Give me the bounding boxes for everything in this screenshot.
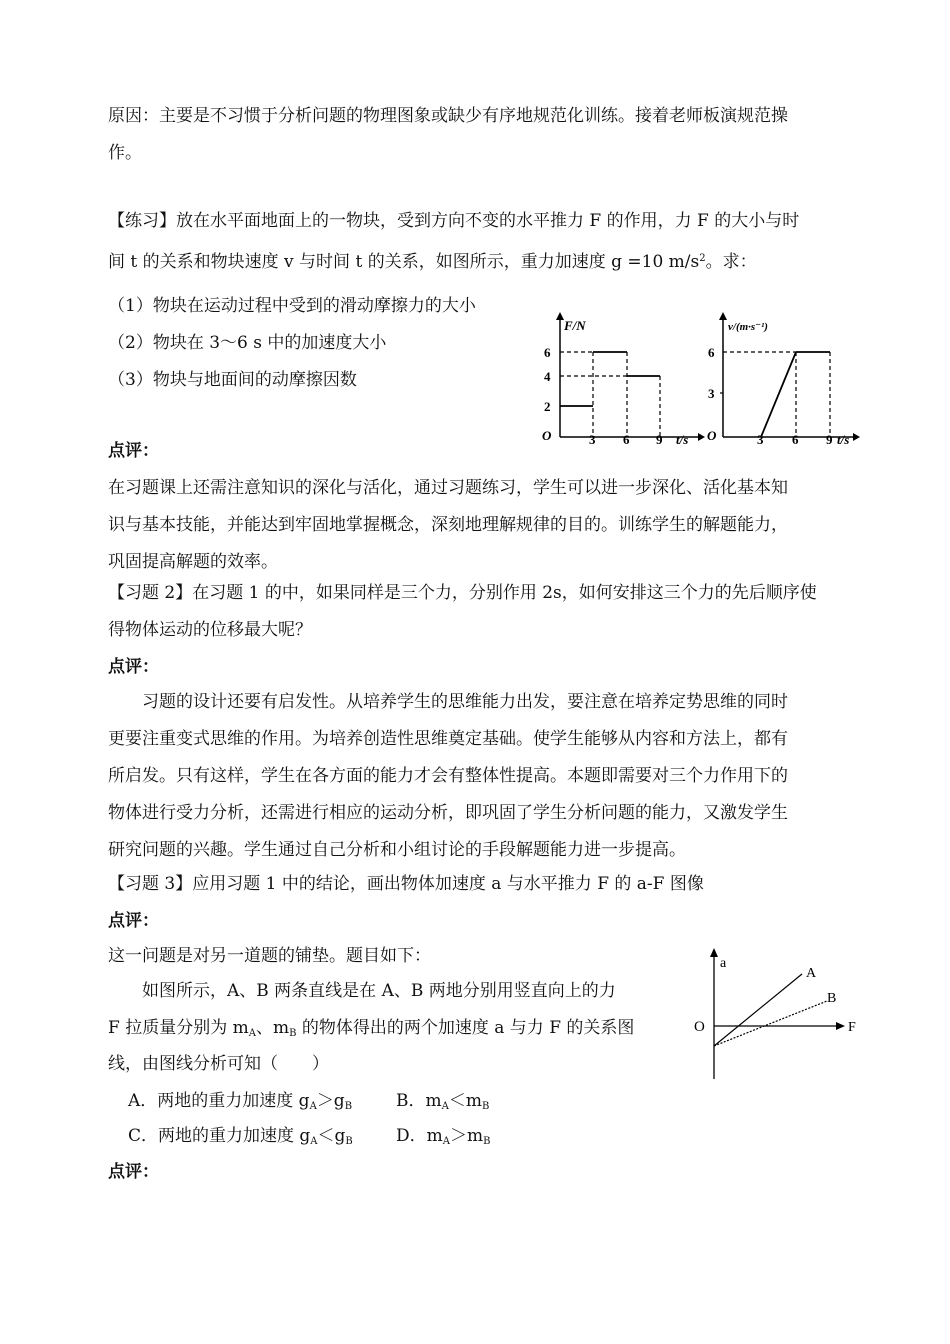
- comment-3-line-3-sub-b: B: [289, 1028, 297, 1039]
- af-chart-x-label: F: [848, 1020, 856, 1035]
- comment-1-line-2: 识与基本技能，并能达到牢固地掌握概念，深刻地理解规律的目的。训练学生的解题能力，: [108, 515, 788, 535]
- comment-2-line-3: 所启发。只有这样，学生在各方面的能力才会有整体性提高。本题即需要对三个力作用下的: [108, 766, 788, 786]
- option-b-mid: ＜m: [448, 1091, 482, 1111]
- af-line-a-label: A: [806, 966, 817, 981]
- option-d-mid: ＞m: [449, 1126, 484, 1146]
- af-chart-y-arrow: [710, 948, 718, 957]
- option-c: [128, 1118, 353, 1160]
- comment-label-2: 点评：: [108, 657, 159, 677]
- comment-3-line-3-c: 的物体得出的两个加速度 a 与力 F 的关系图: [296, 1018, 635, 1038]
- option-b-sub-1: A: [441, 1101, 449, 1112]
- option-a-mid: ＞g: [316, 1091, 345, 1111]
- practice-line-2-sup: 2: [699, 253, 706, 264]
- af-chart-x-arrow: [836, 1022, 845, 1030]
- acceleration-force-chart: [690, 945, 865, 1083]
- velocity-tick-t6: 6: [792, 432, 799, 447]
- comment-3-line-1: 这一问题是对另一道题的铺垫。题目如下：: [108, 946, 431, 966]
- option-c-sub-1: A: [310, 1136, 318, 1147]
- exercise-2-line-2: 得物体运动的位移最大呢？: [108, 620, 312, 640]
- force-chart-y-label: F/N: [564, 318, 586, 333]
- force-tick-6: 6: [544, 345, 551, 360]
- velocity-tick-t3: 3: [757, 432, 764, 447]
- practice-line-2: 间 t 的关系和物块速度 v 与时间 t 的关系，如图所示，重力加速度 g =10 m/s: [108, 252, 700, 272]
- option-d: [396, 1118, 490, 1160]
- velocity-time-chart: [703, 312, 863, 450]
- velocity-chart-y-label: v/(m·s⁻¹): [728, 321, 768, 333]
- force-origin-label: O: [542, 428, 552, 443]
- practice-title: 【练习】: [108, 211, 176, 231]
- comment-2-line-2: 更要注重变式思维的作用。为培养创造性思维奠定基础。使学生能够从内容和方法上，都有: [108, 729, 788, 749]
- velocity-chart-x-arrow: [853, 433, 860, 441]
- af-origin-label: O: [694, 1019, 705, 1035]
- velocity-origin-label: O: [707, 428, 717, 443]
- comment-3-line-3-sub-a: A: [248, 1028, 256, 1039]
- velocity-tick-t9: 9: [826, 432, 833, 447]
- comment-3-line-3-b: 、m: [255, 1018, 290, 1038]
- option-d-sub-2: B: [483, 1136, 491, 1147]
- option-c-mid: ＜g: [317, 1126, 346, 1146]
- velocity-chart-y-arrow: [719, 312, 727, 320]
- comment-1-line-3: 巩固提高解题的效率。: [108, 552, 278, 572]
- af-line-b-label: B: [827, 991, 837, 1006]
- option-c-text: C．两地的重力加速度 g: [128, 1126, 311, 1146]
- comment-2-paragraph: [108, 684, 864, 869]
- option-b-sub-2: B: [481, 1101, 490, 1112]
- comment-1-line-1: 在习题课上还需注意知识的深化与活化，通过习题练习，学生可以进一步深化、活化基本知: [108, 478, 788, 498]
- velocity-segment-3-6: [761, 352, 796, 437]
- comment-2-line-1: 习题的设计还要有启发性。从培养学生的思维能力出发，要注意在培养定势思维的同时: [142, 692, 788, 712]
- force-time-chart: [540, 312, 705, 450]
- reason-line-1: 原因：主要是不习惯于分析问题的物理图象或缺少有序地规范化训练。接着老师板演规范操: [108, 106, 788, 126]
- exercise-3-line: 【习题 3】应用习题 1 中的结论，画出物体加速度 a 与水平推力 F 的 a-F 图像: [108, 874, 704, 894]
- comment-label-3: 点评：: [108, 911, 159, 931]
- option-b-text: B．m: [396, 1091, 442, 1111]
- velocity-tick-6: 6: [708, 345, 715, 360]
- reason-line-2: 作。: [108, 143, 142, 163]
- comment-label-4: 点评：: [108, 1162, 159, 1182]
- comment-label-1: 点评：: [108, 441, 159, 461]
- practice-question-1: （1）物块在运动过程中受到的滑动摩擦力的大小: [108, 296, 476, 316]
- comment-2-line-5: 研究问题的兴趣。学生通过自己分析和小组讨论的手段解题能力进一步提高。: [108, 840, 686, 860]
- comment-1-paragraph: [108, 470, 864, 581]
- option-a-sub-2: B: [344, 1101, 353, 1112]
- force-tick-t3: 3: [589, 432, 596, 447]
- exercise-2-paragraph: [108, 575, 864, 649]
- force-chart-x-label: t/s: [676, 432, 689, 447]
- comment-3-line-3-a: F 拉质量分别为 m: [108, 1018, 249, 1038]
- practice-question-3: （3）物块与地面间的动摩擦因数: [108, 370, 357, 390]
- af-line-b: [714, 1001, 827, 1046]
- comment-3-line-2: 如图所示，A、B 两条直线是在 A、B 两地分别用竖直向上的力: [142, 981, 616, 1001]
- practice-paragraph: [108, 203, 864, 281]
- velocity-chart-x-label: t/s: [837, 432, 850, 447]
- option-a-text: A．两地的重力加速度 g: [128, 1091, 310, 1111]
- option-c-sub-2: B: [345, 1136, 353, 1147]
- exercise-2-line-1: 【习题 2】在习题 1 的中，如果同样是三个力，分别作用 2s，如何安排这三个力的先后顺序使: [108, 583, 817, 603]
- force-tick-t9: 9: [656, 432, 663, 447]
- reason-paragraph: [108, 98, 864, 172]
- practice-question-2: （2）物块在 3～6 s 中的加速度大小: [108, 333, 387, 353]
- force-tick-4: 4: [544, 369, 551, 384]
- force-tick-t6: 6: [623, 432, 630, 447]
- force-tick-2: 2: [544, 399, 551, 414]
- velocity-tick-3: 3: [708, 386, 715, 401]
- comment-3-line-4: 线，由图线分析可知（ ）: [108, 1054, 329, 1074]
- comment-2-line-4: 物体进行受力分析，还需进行相应的运动分析，即巩固了学生分析问题的能力，又激发学生: [108, 803, 788, 823]
- option-a-sub-1: A: [309, 1101, 317, 1112]
- force-chart-y-arrow: [556, 312, 564, 320]
- practice-line-2-end: 。求：: [705, 252, 757, 272]
- option-d-text: D．m: [396, 1126, 443, 1146]
- option-d-sub-1: A: [442, 1136, 450, 1147]
- af-line-a: [714, 974, 802, 1046]
- practice-line-1: 放在水平面地面上的一物块，受到方向不变的水平推力 F 的作用，力 F 的大小与时: [176, 211, 800, 231]
- af-chart-y-label: a: [720, 956, 727, 971]
